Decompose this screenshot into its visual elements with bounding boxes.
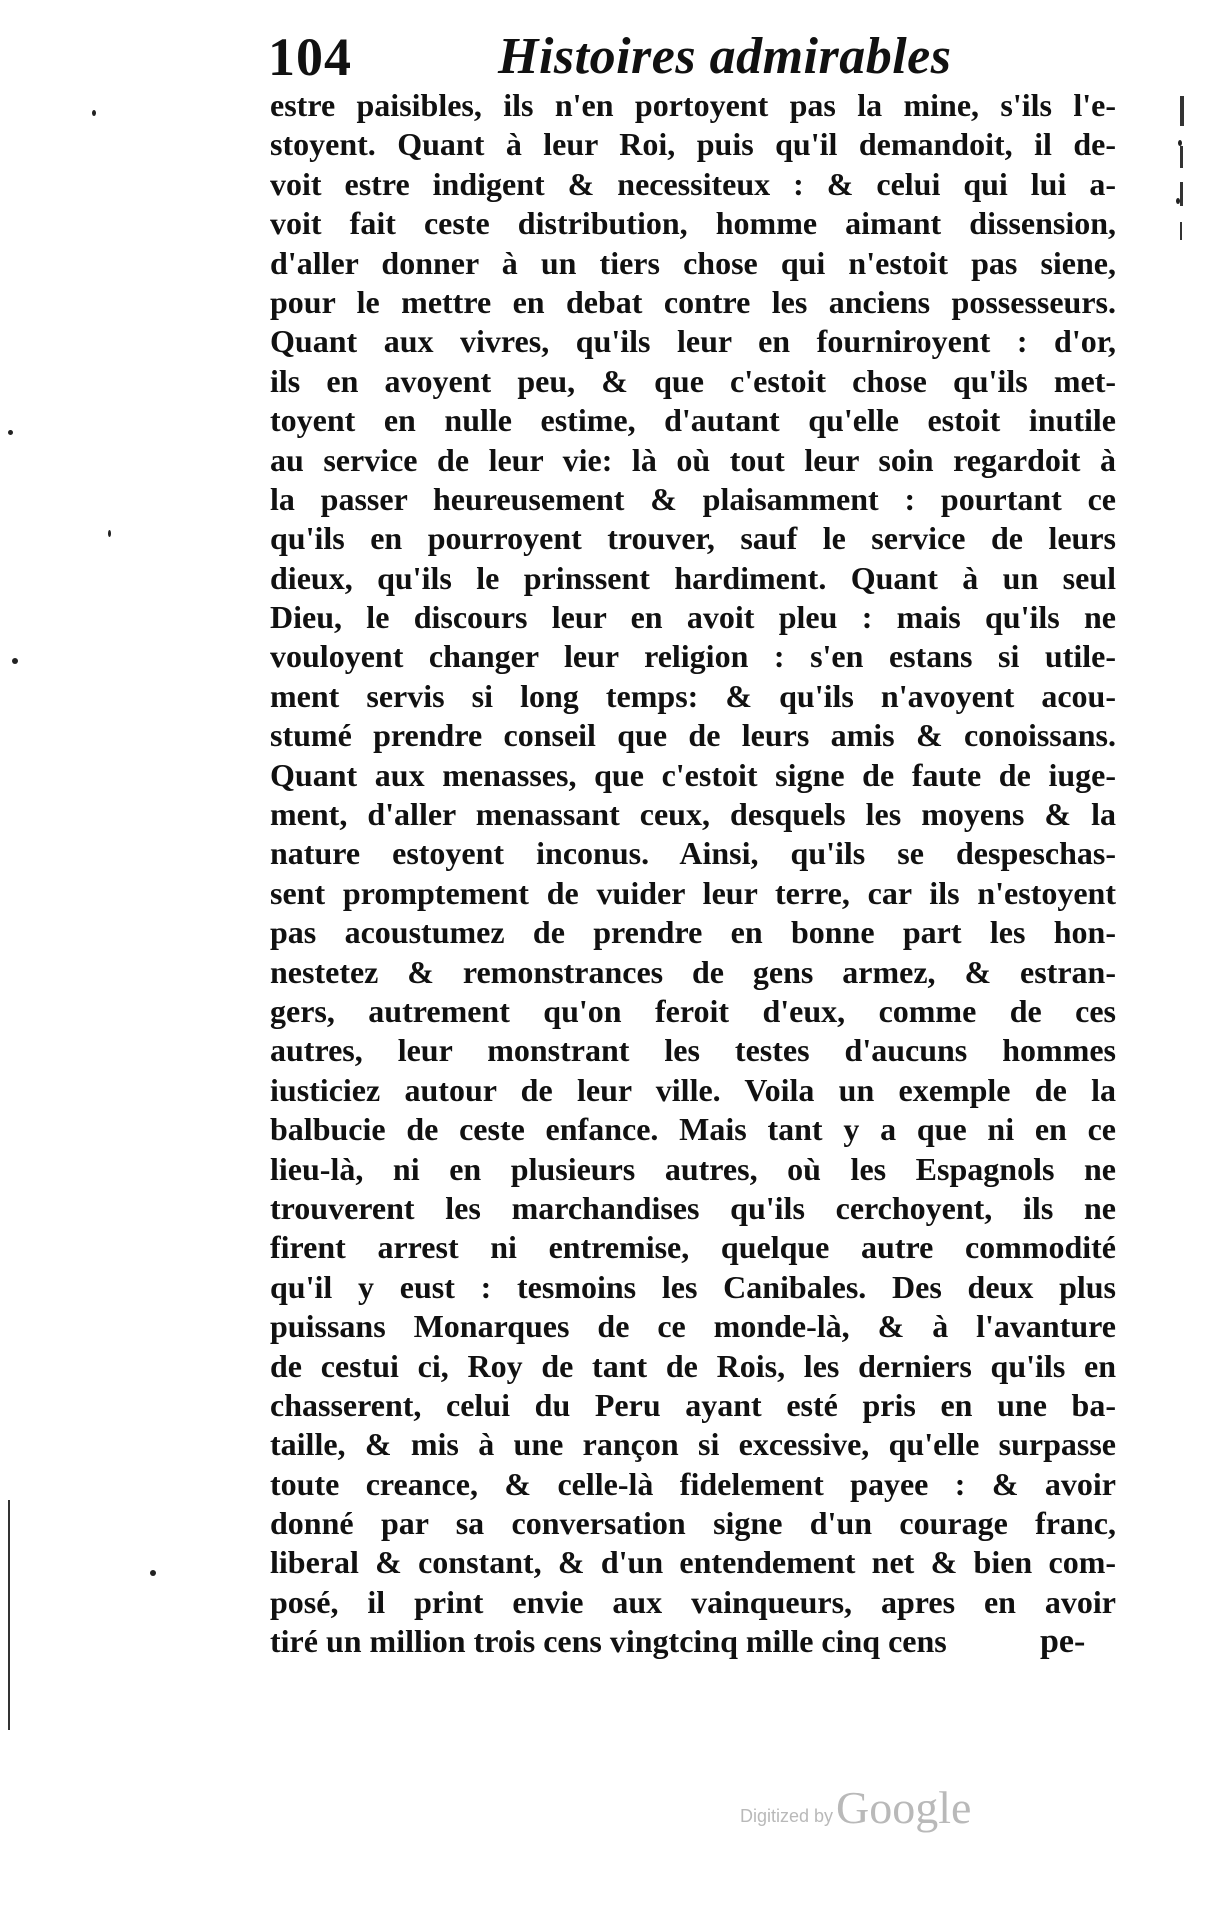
text-line: lieu-là, ni en plusieurs autres, où les Espagnols ne <box>270 1150 1116 1187</box>
text-line: puissans Monarques de ce monde-là, & à l'avanture <box>270 1308 1116 1345</box>
text-line: taille, & mis à une rançon si excessive, qu'elle surpasse <box>270 1426 1116 1463</box>
text-line: stoyent. Quant à leur Roi, puis qu'il demandoit, il de- <box>270 126 1116 163</box>
text-line: estre paisibles, ils n'en portoyent pas la mine, s'ils l'e- <box>270 87 1116 123</box>
scan-speck <box>8 430 13 435</box>
text-line: trouverent les marchandises qu'ils cerchoyent, ils ne <box>270 1189 1116 1226</box>
text-line: gers, autrement qu'on feroit d'eux, comme de ces <box>270 992 1116 1029</box>
running-head <box>268 22 1108 92</box>
text-line: nature estoyent inconus. Ainsi, qu'ils se despeschas- <box>270 835 1116 872</box>
margin-mark <box>1180 222 1182 240</box>
margin-mark <box>1180 146 1183 168</box>
text-line: pas acoustumez de prendre en bonne part les hon- <box>270 914 1116 951</box>
scan-speck <box>150 1570 156 1576</box>
margin-mark <box>1180 182 1183 206</box>
text-line: d'aller donner à un tiers chose qui n'estoit pas siene, <box>270 244 1116 281</box>
margin-mark <box>1180 96 1184 126</box>
text-line: Quant aux menasses, que c'estoit signe de faute de iuge- <box>270 756 1116 793</box>
text-line: autres, leur monstrant les testes d'aucuns hommes <box>270 1032 1116 1069</box>
body-text <box>270 86 1116 1662</box>
text-line: toute creance, & celle-là fidelement payee : & avoir <box>270 1465 1116 1502</box>
text-line: stumé prendre conseil que de leurs amis & conoissans. <box>270 717 1116 754</box>
scan-speck <box>12 658 18 664</box>
text-line: nestetez & remonstrances de gens armez, & estran- <box>270 953 1116 990</box>
catchword: pe- <box>1040 1623 1086 1660</box>
text-line: au service de leur vie: là où tout leur soin regardoit à <box>270 441 1116 478</box>
text-line: de cestui ci, Roy de tant de Rois, les derniers qu'ils en <box>270 1347 1116 1384</box>
text-line: voit estre indigent & necessiteux : & celui qui lui a- <box>270 165 1116 202</box>
text-line: voit fait ceste distribution, homme aimant dissension, <box>270 205 1116 242</box>
text-line: firent arrest ni entremise, quelque autre commodité <box>270 1229 1116 1266</box>
watermark-prefix: Digitized by <box>740 1806 834 1826</box>
text-line: toyent en nulle estime, d'autant qu'elle estoit inutile <box>270 402 1116 439</box>
text-line: ment, d'aller menassant ceux, desquels les moyens & la <box>270 796 1116 833</box>
scan-speck <box>92 110 96 116</box>
text-line: qu'il y eust : tesmoins les Canibales. Des deux plus <box>270 1268 1116 1305</box>
text-line: balbucie de ceste enfance. Mais tant y a que ni en ce <box>270 1111 1116 1148</box>
watermark-brand: Google <box>836 1782 972 1833</box>
text-line: donné par sa conversation signe d'un courage franc, <box>270 1505 1116 1542</box>
running-title: Histoires admirables <box>498 28 952 85</box>
digitized-watermark <box>740 1780 1020 1840</box>
text-line: Quant aux vivres, qu'ils leur en fourniroyent : d'or, <box>270 323 1116 360</box>
margin-mark <box>8 1500 10 1730</box>
text-line: dieux, qu'ils le prinssent hardiment. Quant à un seul <box>270 559 1116 596</box>
scan-speck <box>108 530 111 537</box>
page-number: 104 <box>268 27 352 87</box>
text-line: tiré un million trois cens vingtcinq mille cinq cens <box>270 1623 947 1660</box>
text-line: iusticiez autour de leur ville. Voila un exemple de la <box>270 1071 1116 1108</box>
text-line: ment servis si long temps: & qu'ils n'avoyent acou- <box>270 677 1116 714</box>
text-line: la passer heureusement & plaisamment : pourtant ce <box>270 480 1116 517</box>
text-line: pour le mettre en debat contre les anciens possesseurs. <box>270 283 1116 320</box>
text-line: chasserent, celui du Peru ayant esté pris en une ba- <box>270 1386 1116 1423</box>
text-line: qu'ils en pourroyent trouver, sauf le service de leurs <box>270 520 1116 557</box>
text-line: liberal & constant, & d'un entendement net & bien com- <box>270 1544 1116 1581</box>
text-line: Dieu, le discours leur en avoit pleu : mais qu'ils ne <box>270 599 1116 636</box>
text-line: sent promptement de vuider leur terre, car ils n'estoyent <box>270 874 1116 911</box>
text-line: posé, il print envie aux vainqueurs, apres en avoir <box>270 1583 1116 1620</box>
text-line: vouloyent changer leur religion : s'en estans si utile- <box>270 638 1116 675</box>
text-line: ils en avoyent peu, & que c'estoit chose qu'ils met- <box>270 362 1116 399</box>
